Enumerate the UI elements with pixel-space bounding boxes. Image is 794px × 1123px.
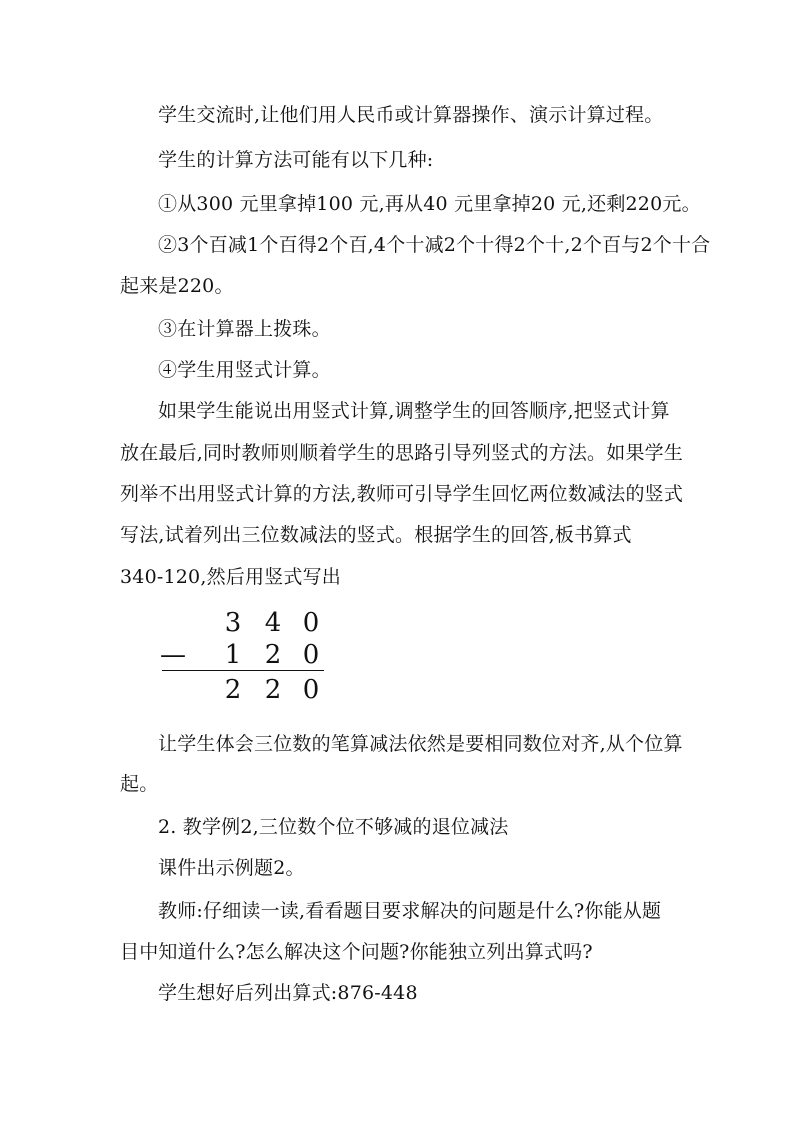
result-digit-ones: 0	[302, 675, 320, 705]
paragraph-teacher-line-1: 教师:仔细读一读,看看题目要求解决的问题是什么?你能从题	[158, 900, 662, 922]
minus-sign: —	[160, 640, 186, 670]
section-heading-example-2: 2. 教学例2,三位数个位不够减的退位减法	[158, 816, 509, 838]
paragraph-guidance-line-5: 340-120,然后用竖式写出	[120, 566, 341, 588]
paragraph-method-2-line-1: ②3个百减1个百得2个百,4个十减2个十得2个十,2个百与2个十合	[158, 234, 711, 256]
vertical-subtraction	[160, 600, 330, 710]
paragraph-student-exchange: 学生交流时,让他们用人民币或计算器操作、演示计算过程。	[158, 104, 664, 126]
paragraph-teacher-line-2: 目中知道什么?怎么解决这个问题?你能独立列出算式吗?	[120, 941, 593, 963]
paragraph-methods-intro: 学生的计算方法可能有以下几种:	[158, 149, 434, 171]
minuend-digit-tens: 4	[264, 608, 282, 638]
vertical-subtrahend-row	[160, 638, 330, 672]
paragraph-method-4: ④学生用竖式计算。	[158, 359, 331, 381]
minuend-digit-ones: 0	[302, 608, 320, 638]
paragraph-alignment-line-2: 起。	[120, 773, 159, 795]
calculation-rule-line	[162, 670, 324, 671]
paragraph-method-1: ①从300 元里拿掉100 元,再从40 元里拿掉20 元,还剩220元。	[158, 193, 701, 215]
subtrahend-digit-hundreds: 1	[224, 640, 242, 670]
vertical-minuend-row	[160, 606, 330, 640]
paragraph-courseware: 课件出示例题2。	[158, 857, 305, 879]
minuend-digit-hundreds: 3	[224, 608, 242, 638]
result-digit-hundreds: 2	[224, 675, 242, 705]
paragraph-guidance-line-4: 写法,试着列出三位数减法的竖式。根据学生的回答,板书算式	[120, 524, 632, 546]
paragraph-guidance-line-1: 如果学生能说出用竖式计算,调整学生的回答顺序,把竖式计算	[158, 400, 670, 422]
paragraph-student-formula: 学生想好后列出算式:876-448	[158, 982, 418, 1004]
paragraph-guidance-line-3: 列举不出用竖式计算的方法,教师可引导学生回忆两位数减法的竖式	[120, 483, 684, 505]
subtrahend-digit-ones: 0	[302, 640, 320, 670]
paragraph-guidance-line-2: 放在最后,同时教师则顺着学生的思路引导列竖式的方法。如果学生	[120, 442, 684, 464]
paragraph-method-3: ③在计算器上拨珠。	[158, 318, 331, 340]
paragraph-method-2-line-2: 起来是220。	[120, 275, 234, 297]
result-digit-tens: 2	[264, 675, 282, 705]
subtrahend-digit-tens: 2	[264, 640, 282, 670]
vertical-result-row	[160, 673, 330, 707]
paragraph-alignment-line-1: 让学生体会三位数的笔算减法依然是要相同数位对齐,从个位算	[158, 733, 683, 755]
